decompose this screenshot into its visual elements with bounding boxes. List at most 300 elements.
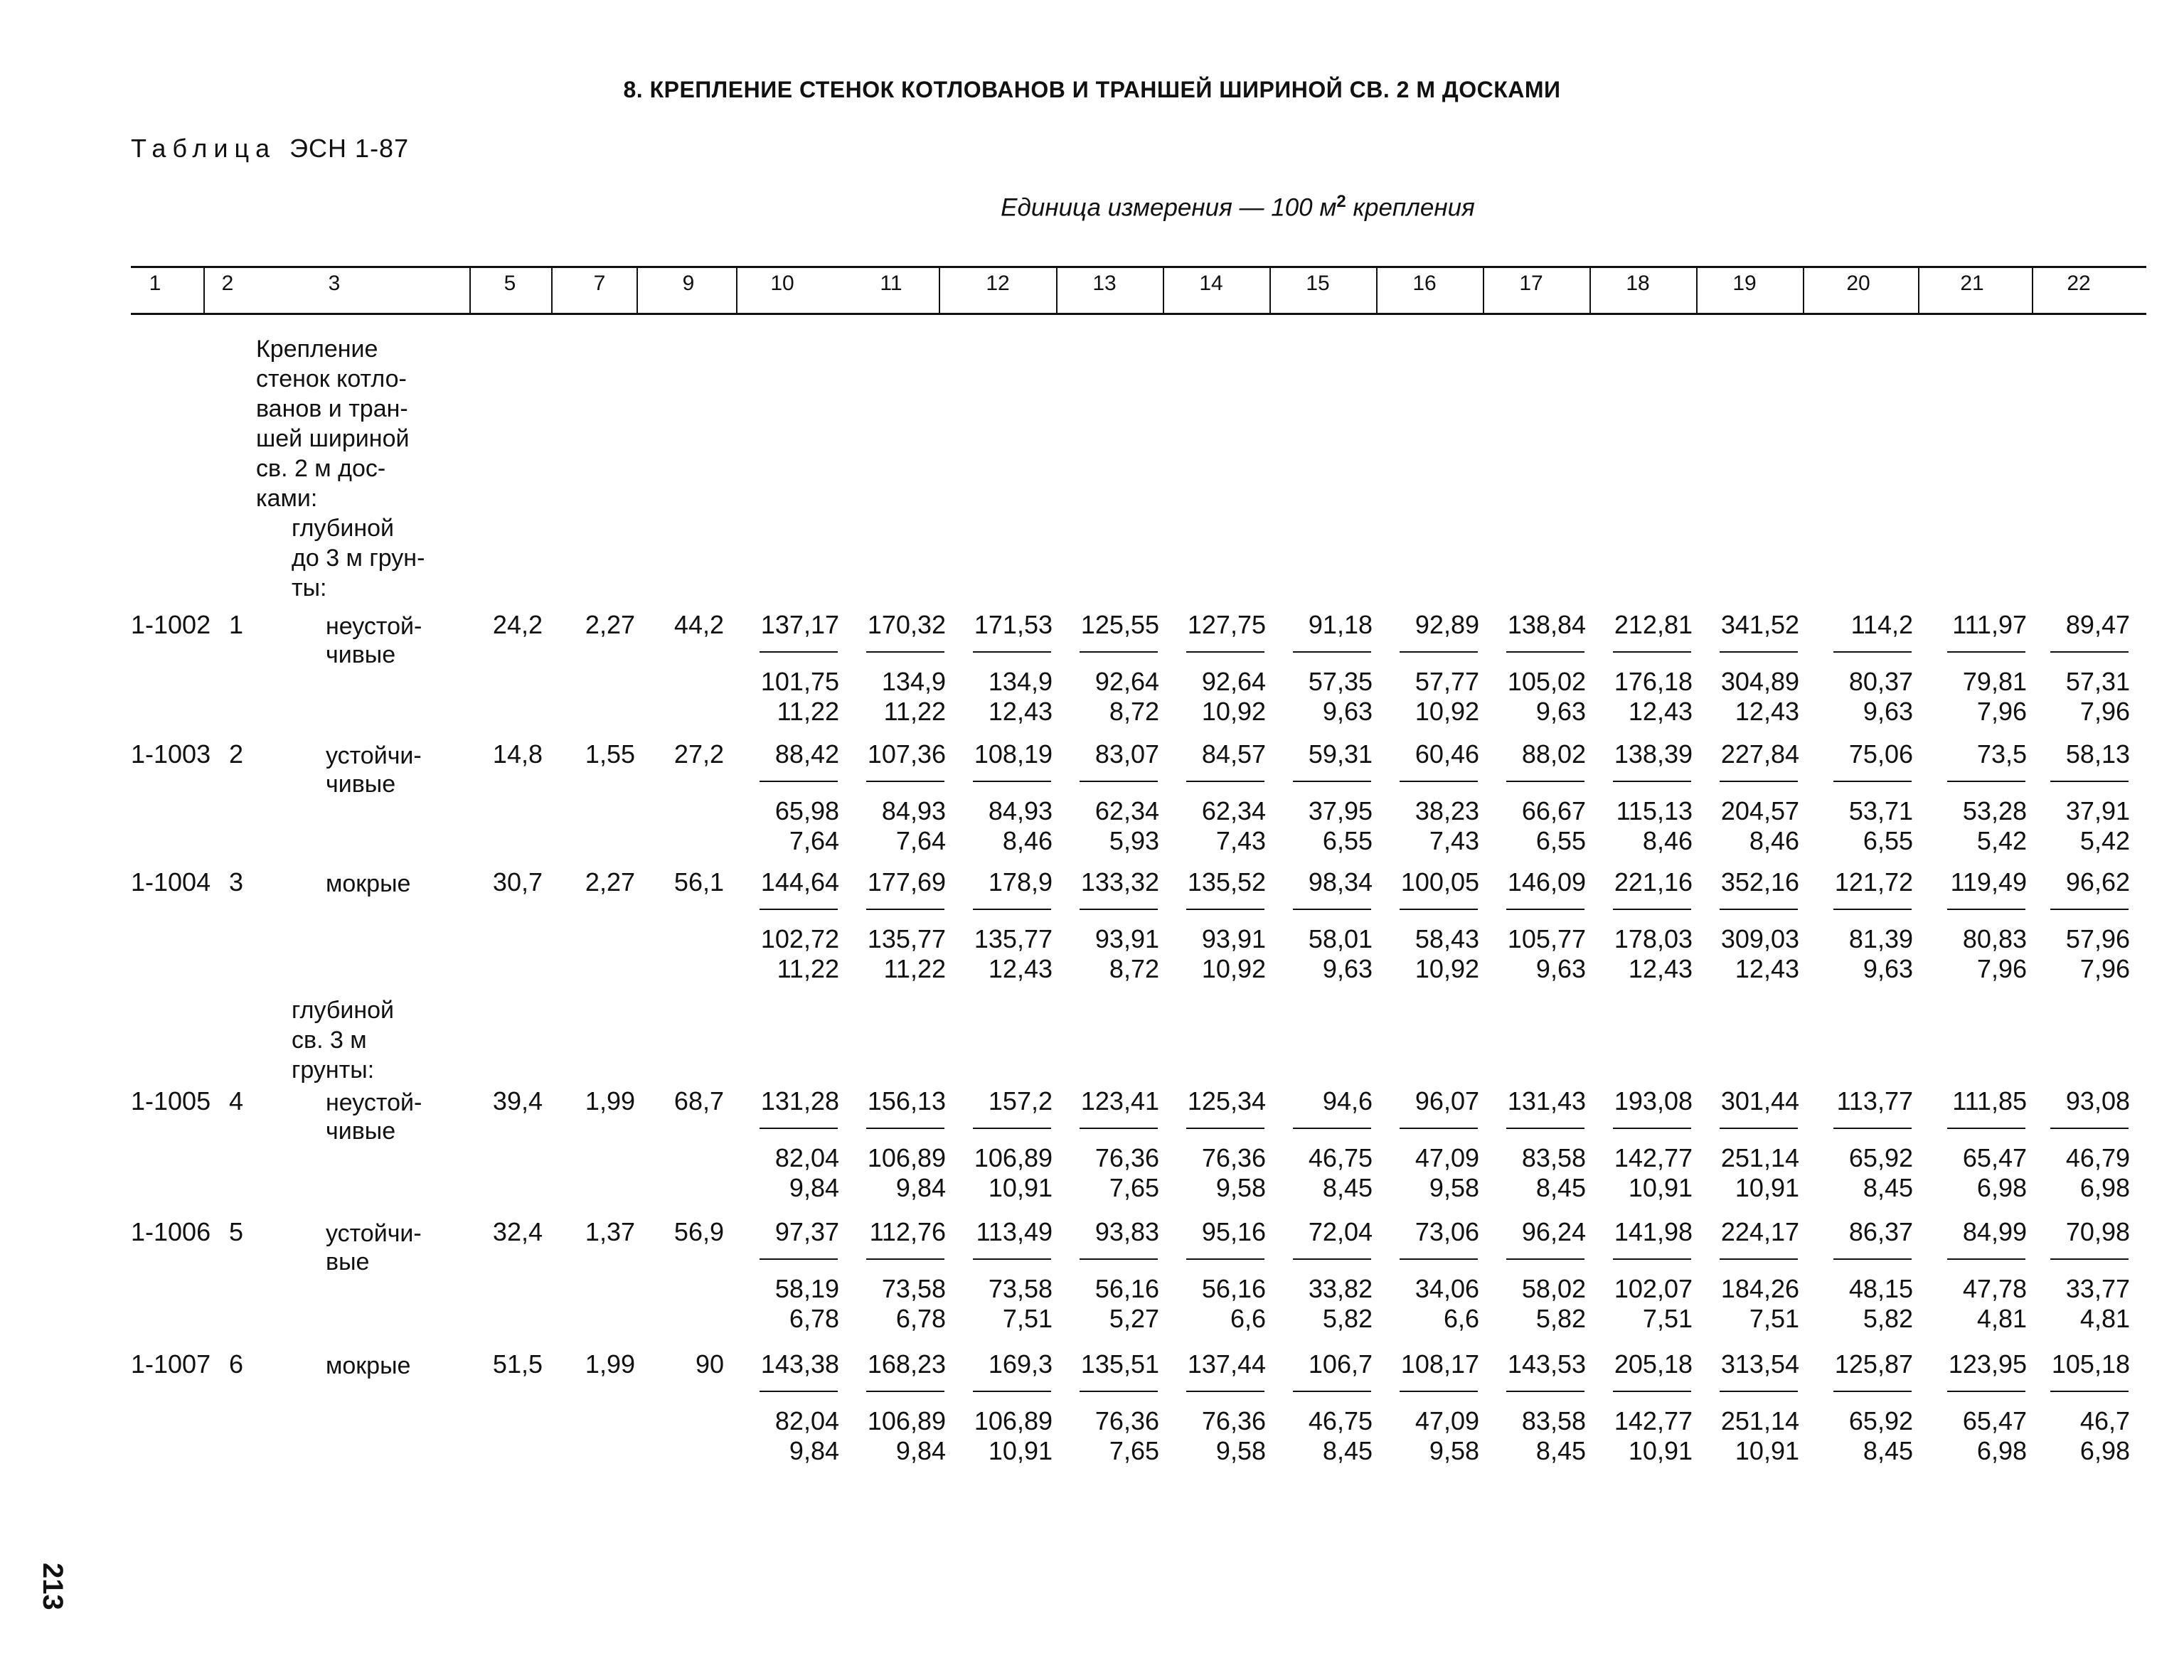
header-separator — [469, 266, 471, 313]
intro-line: шей шириной — [256, 425, 410, 452]
cell-machinists: 10,91 — [1735, 1173, 1799, 1202]
cell-wages: 53,71 — [1848, 796, 1913, 825]
cell-total: 178,9 — [988, 867, 1053, 897]
cell-c9: 56,9 — [673, 1217, 724, 1246]
fraction-rule — [1400, 909, 1478, 910]
cell-wages: 57,77 — [1415, 667, 1479, 696]
fraction-rule — [1947, 1258, 2025, 1260]
row-code: 1-1004 — [131, 867, 211, 897]
cell-machinists: 7,64 — [895, 826, 946, 855]
unit-sup: 2 — [1336, 192, 1346, 211]
cell-machinists: 6,6 — [1443, 1304, 1479, 1333]
cell-machinists: 6,6 — [1230, 1304, 1266, 1333]
cell-total: 96,24 — [1521, 1217, 1586, 1246]
cell-total: 86,37 — [1848, 1217, 1913, 1246]
cell-c7: 1,55 — [585, 739, 635, 769]
cell-total: 171,53 — [974, 610, 1053, 639]
cell-machinists: 11,22 — [777, 697, 839, 726]
cell-machinists: 7,43 — [1429, 826, 1479, 855]
fraction-rule — [1400, 781, 1478, 782]
header-separator — [1269, 266, 1271, 313]
row-number: 3 — [229, 867, 244, 897]
cell-wages: 106,89 — [867, 1406, 946, 1435]
header-col-1: 1 — [149, 272, 161, 295]
cell-wages: 101,75 — [760, 667, 839, 696]
cell-wages: 105,02 — [1507, 667, 1586, 696]
cell-machinists: 6,55 — [1863, 826, 1913, 855]
cell-wages: 106,89 — [974, 1406, 1053, 1435]
cell-total: 138,39 — [1614, 739, 1693, 769]
cell-wages: 204,57 — [1720, 796, 1799, 825]
row-description: мокрые — [326, 1352, 411, 1379]
header-col-5: 5 — [504, 272, 516, 295]
cell-c5: 24,2 — [492, 610, 543, 639]
cell-machinists: 7,51 — [1749, 1304, 1799, 1333]
cell-machinists: 7,64 — [789, 826, 839, 855]
cell-total: 114,2 — [1850, 610, 1913, 639]
table-code: ЭСН 1-87 — [289, 134, 410, 163]
cell-wages: 33,77 — [2065, 1274, 2130, 1303]
cell-machinists: 9,84 — [895, 1173, 946, 1202]
cell-total: 123,41 — [1080, 1086, 1159, 1115]
fraction-rule — [973, 1391, 1051, 1392]
row-code: 1-1005 — [131, 1086, 211, 1115]
fraction-rule — [1186, 781, 1264, 782]
fraction-rule — [1293, 909, 1371, 910]
cell-total: 143,53 — [1507, 1349, 1586, 1379]
cell-wages: 62,34 — [1201, 796, 1266, 825]
row-number: 2 — [229, 739, 244, 769]
cell-machinists: 7,65 — [1109, 1173, 1159, 1202]
cell-total: 341,52 — [1720, 610, 1799, 639]
cell-total: 83,07 — [1094, 739, 1159, 769]
intro-line: ванов и тран- — [256, 395, 408, 422]
group1-line: ты: — [292, 574, 327, 601]
cell-wages: 33,82 — [1308, 1274, 1373, 1303]
cell-machinists: 10,92 — [1201, 954, 1266, 983]
cell-total: 98,34 — [1308, 867, 1373, 897]
fraction-rule — [1400, 1391, 1478, 1392]
fraction-rule — [2050, 1258, 2129, 1260]
header-separator — [1803, 266, 1804, 313]
header-separator — [1696, 266, 1698, 313]
cell-wages: 76,36 — [1201, 1406, 1266, 1435]
cell-machinists: 7,96 — [2079, 954, 2130, 983]
cell-wages: 66,67 — [1521, 796, 1586, 825]
cell-machinists: 6,98 — [1976, 1173, 2027, 1202]
cell-machinists: 10,91 — [1628, 1173, 1693, 1202]
cell-wages: 184,26 — [1720, 1274, 1799, 1303]
cell-wages: 38,23 — [1415, 796, 1479, 825]
fraction-rule — [866, 651, 944, 653]
cell-wages: 47,09 — [1415, 1406, 1479, 1435]
cell-wages: 58,19 — [774, 1274, 839, 1303]
cell-machinists: 11,22 — [777, 954, 839, 983]
fraction-rule — [1400, 651, 1478, 653]
unit-of-measure — [0, 192, 2184, 223]
cell-total: 131,28 — [760, 1086, 839, 1115]
cell-wages: 65,47 — [1962, 1143, 2027, 1172]
header-col-18: 18 — [1626, 272, 1650, 295]
fraction-rule — [1186, 651, 1264, 653]
cell-total: 138,84 — [1507, 610, 1586, 639]
cell-machinists: 11,22 — [883, 697, 946, 726]
cell-total: 146,09 — [1507, 867, 1586, 897]
row-number: 5 — [229, 1217, 244, 1246]
section-title: 8. КРЕПЛЕНИЕ СТЕНОК КОТЛОВАНОВ И ТРАНШЕЙ ШИРИНОЙ СВ. 2 М ДОСКАМИ — [623, 77, 1561, 102]
cell-machinists: 12,43 — [1628, 697, 1693, 726]
cell-machinists: 6,78 — [789, 1304, 839, 1333]
header-separator — [939, 266, 940, 313]
fraction-rule — [1080, 1128, 1158, 1129]
fraction-rule — [760, 781, 838, 782]
cell-c5: 14,8 — [492, 739, 543, 769]
cell-machinists: 6,98 — [2079, 1436, 2130, 1465]
cell-total: 75,06 — [1848, 739, 1913, 769]
fraction-rule — [1720, 1128, 1798, 1129]
fraction-rule — [1186, 1391, 1264, 1392]
cell-wages: 178,03 — [1614, 924, 1693, 953]
row-description: чивые — [326, 1118, 396, 1145]
cell-c7: 1,99 — [585, 1086, 635, 1115]
fraction-rule — [1613, 909, 1691, 910]
cell-wages: 82,04 — [774, 1406, 839, 1435]
row-code: 1-1007 — [131, 1349, 211, 1379]
fraction-rule — [973, 1258, 1051, 1260]
cell-machinists: 9,58 — [1429, 1173, 1479, 1202]
fraction-rule — [1720, 781, 1798, 782]
cell-machinists: 4,81 — [2079, 1304, 2130, 1333]
cell-total: 96,07 — [1415, 1086, 1479, 1115]
cell-machinists: 9,58 — [1429, 1436, 1479, 1465]
cell-total: 133,32 — [1080, 867, 1159, 897]
cell-machinists: 8,45 — [1322, 1436, 1373, 1465]
cell-total: 105,18 — [2051, 1349, 2130, 1379]
cell-wages: 135,77 — [974, 924, 1053, 953]
cell-machinists: 6,55 — [1322, 826, 1373, 855]
header-col-13: 13 — [1092, 272, 1117, 295]
cell-machinists: 5,82 — [1322, 1304, 1373, 1333]
group1-line: до 3 м грун- — [292, 545, 425, 572]
row-number: 6 — [229, 1349, 244, 1379]
cell-wages: 92,64 — [1201, 667, 1266, 696]
fraction-rule — [1293, 1391, 1371, 1392]
cell-total: 156,13 — [867, 1086, 946, 1115]
cell-wages: 83,58 — [1521, 1406, 1586, 1435]
fraction-rule — [1506, 1391, 1584, 1392]
cell-machinists: 12,43 — [1735, 697, 1799, 726]
header-separator — [636, 266, 638, 313]
fraction-rule — [1833, 1258, 1912, 1260]
fraction-rule — [1293, 1128, 1371, 1129]
cell-wages: 46,7 — [2079, 1406, 2130, 1435]
cell-machinists: 7,51 — [1002, 1304, 1053, 1333]
cell-machinists: 8,45 — [1535, 1173, 1586, 1202]
cell-machinists: 8,46 — [1002, 826, 1053, 855]
cell-machinists: 8,72 — [1109, 954, 1159, 983]
cell-total: 169,3 — [988, 1349, 1053, 1379]
cell-wages: 92,64 — [1094, 667, 1159, 696]
cell-total: 97,37 — [774, 1217, 839, 1246]
cell-wages: 65,92 — [1848, 1406, 1913, 1435]
cell-total: 212,81 — [1614, 610, 1693, 639]
fraction-rule — [973, 781, 1051, 782]
cell-machinists: 12,43 — [988, 697, 1053, 726]
cell-machinists: 12,43 — [1628, 954, 1693, 983]
cell-total: 93,83 — [1094, 1217, 1159, 1246]
cell-machinists: 7,96 — [1976, 697, 2027, 726]
fraction-rule — [1947, 1391, 2025, 1392]
cell-machinists: 9,63 — [1535, 954, 1586, 983]
fraction-rule — [1506, 651, 1584, 653]
fraction-rule — [1506, 1128, 1584, 1129]
fraction-rule — [1400, 1258, 1478, 1260]
cell-machinists: 12,43 — [1735, 954, 1799, 983]
fraction-rule — [1613, 781, 1691, 782]
fraction-rule — [973, 651, 1051, 653]
cell-total: 221,16 — [1614, 867, 1693, 897]
cell-wages: 73,58 — [988, 1274, 1053, 1303]
fraction-rule — [2050, 651, 2129, 653]
cell-machinists: 4,81 — [1976, 1304, 2027, 1333]
header-col-11: 11 — [880, 272, 902, 295]
cell-wages: 93,91 — [1094, 924, 1159, 953]
cell-machinists: 9,63 — [1863, 697, 1913, 726]
cell-machinists: 10,92 — [1201, 697, 1266, 726]
cell-total: 91,18 — [1308, 610, 1373, 639]
cell-total: 193,08 — [1614, 1086, 1693, 1115]
header-separator — [1163, 266, 1164, 313]
header-separator — [1589, 266, 1591, 313]
cell-total: 112,76 — [869, 1217, 946, 1246]
cell-total: 135,51 — [1080, 1349, 1159, 1379]
cell-wages: 105,77 — [1507, 924, 1586, 953]
header-separator — [551, 266, 553, 313]
header-col-7: 7 — [593, 272, 606, 295]
cell-c5: 32,4 — [492, 1217, 543, 1246]
cell-machinists: 9,63 — [1322, 697, 1373, 726]
header-col-17: 17 — [1519, 272, 1543, 295]
cell-total: 119,49 — [1950, 867, 2027, 897]
cell-wages: 73,58 — [881, 1274, 946, 1303]
cell-wages: 80,83 — [1962, 924, 2027, 953]
header-separator — [2032, 266, 2033, 313]
cell-wages: 102,72 — [760, 924, 839, 953]
group2-line: грунты: — [292, 1056, 375, 1084]
cell-wages: 80,37 — [1848, 667, 1913, 696]
cell-total: 108,19 — [974, 739, 1053, 769]
header-col-14: 14 — [1199, 272, 1223, 295]
header-col-10: 10 — [770, 272, 794, 295]
cell-total: 92,89 — [1415, 610, 1479, 639]
cell-machinists: 6,55 — [1535, 826, 1586, 855]
cell-wages: 46,79 — [2065, 1143, 2130, 1172]
cell-wages: 251,14 — [1720, 1406, 1799, 1435]
fraction-rule — [760, 909, 838, 910]
cell-c9: 44,2 — [673, 610, 724, 639]
fraction-rule — [1720, 1391, 1798, 1392]
cell-total: 111,97 — [1952, 610, 2027, 639]
cell-c9: 90 — [695, 1349, 724, 1379]
cell-total: 135,52 — [1187, 867, 1266, 897]
cell-machinists: 5,82 — [1863, 1304, 1913, 1333]
cell-machinists: 10,91 — [988, 1173, 1053, 1202]
cell-wages: 82,04 — [774, 1143, 839, 1172]
cell-wages: 47,09 — [1415, 1143, 1479, 1172]
fraction-rule — [1947, 1128, 2025, 1129]
cell-total: 127,75 — [1187, 610, 1266, 639]
cell-total: 84,57 — [1201, 739, 1266, 769]
cell-wages: 81,39 — [1848, 924, 1913, 953]
cell-wages: 65,92 — [1848, 1143, 1913, 1172]
cell-total: 352,16 — [1720, 867, 1799, 897]
row-number: 4 — [229, 1086, 244, 1115]
cell-wages: 142,77 — [1614, 1143, 1693, 1172]
cell-machinists: 6,98 — [1976, 1436, 2027, 1465]
cell-wages: 65,47 — [1962, 1406, 2027, 1435]
cell-wages: 84,93 — [988, 796, 1053, 825]
cell-wages: 142,77 — [1614, 1406, 1693, 1435]
cell-total: 125,55 — [1080, 610, 1159, 639]
cell-wages: 47,78 — [1962, 1274, 2027, 1303]
header-separator — [1056, 266, 1058, 313]
cell-wages: 251,14 — [1720, 1143, 1799, 1172]
fraction-rule — [2050, 781, 2129, 782]
fraction-rule — [1400, 1128, 1478, 1129]
fraction-rule — [1613, 1258, 1691, 1260]
fraction-rule — [1506, 781, 1584, 782]
cell-wages: 76,36 — [1094, 1406, 1159, 1435]
cell-wages: 83,58 — [1521, 1143, 1586, 1172]
cell-machinists: 7,96 — [2079, 697, 2130, 726]
cell-total: 96,62 — [2065, 867, 2130, 897]
cell-wages: 58,02 — [1521, 1274, 1586, 1303]
cell-c9: 56,1 — [673, 867, 724, 897]
cell-machinists: 12,43 — [988, 954, 1053, 983]
cell-machinists: 7,43 — [1215, 826, 1266, 855]
table-label-word: Таблица — [131, 134, 277, 163]
cell-wages: 56,16 — [1201, 1274, 1266, 1303]
cell-wages: 309,03 — [1720, 924, 1799, 953]
cell-total: 106,7 — [1308, 1349, 1373, 1379]
fraction-rule — [1186, 909, 1264, 910]
cell-machinists: 9,63 — [1322, 954, 1373, 983]
fraction-rule — [1186, 1128, 1264, 1129]
cell-total: 168,23 — [867, 1349, 946, 1379]
cell-machinists: 10,91 — [988, 1436, 1053, 1465]
cell-total: 227,84 — [1720, 739, 1799, 769]
header-separator — [736, 266, 737, 313]
cell-total: 313,54 — [1720, 1349, 1799, 1379]
fraction-rule — [973, 909, 1051, 910]
header-col-22: 22 — [2067, 272, 2091, 295]
intro-line: св. 2 м дос- — [256, 455, 386, 482]
cell-wages: 37,91 — [2065, 796, 2130, 825]
cell-wages: 76,36 — [1201, 1143, 1266, 1172]
cell-machinists: 11,22 — [883, 954, 946, 983]
cell-machinists: 9,84 — [895, 1436, 946, 1465]
row-description: устойчи- — [326, 742, 422, 769]
cell-wages: 46,75 — [1308, 1143, 1373, 1172]
cell-machinists: 5,42 — [1976, 826, 2027, 855]
cell-total: 131,43 — [1507, 1086, 1586, 1115]
header-col-16: 16 — [1412, 272, 1437, 295]
cell-total: 59,31 — [1308, 739, 1373, 769]
fraction-rule — [1613, 651, 1691, 653]
cell-machinists: 10,91 — [1735, 1436, 1799, 1465]
header-col-21: 21 — [1960, 272, 1984, 295]
fraction-rule — [1080, 909, 1158, 910]
fraction-rule — [1720, 1258, 1798, 1260]
fraction-rule — [866, 781, 944, 782]
cell-total: 125,34 — [1187, 1086, 1266, 1115]
header-separator — [203, 266, 205, 313]
cell-machinists: 7,65 — [1109, 1436, 1159, 1465]
cell-c5: 51,5 — [492, 1349, 543, 1379]
header-bottom-rule — [131, 313, 2146, 315]
cell-total: 170,32 — [867, 610, 946, 639]
cell-total: 73,5 — [1976, 739, 2027, 769]
cell-machinists: 6,98 — [2079, 1173, 2130, 1202]
cell-wages: 57,35 — [1308, 667, 1373, 696]
fraction-rule — [973, 1128, 1051, 1129]
fraction-rule — [1833, 651, 1912, 653]
fraction-rule — [1506, 909, 1584, 910]
cell-total: 88,02 — [1521, 739, 1586, 769]
header-col-12: 12 — [986, 272, 1010, 295]
cell-total: 157,2 — [988, 1086, 1053, 1115]
cell-c7: 2,27 — [585, 610, 635, 639]
fraction-rule — [1080, 1391, 1158, 1392]
cell-c9: 27,2 — [673, 739, 724, 769]
header-col-20: 20 — [1846, 272, 1870, 295]
cell-machinists: 9,63 — [1863, 954, 1913, 983]
cell-total: 72,04 — [1308, 1217, 1373, 1246]
fraction-rule — [1833, 909, 1912, 910]
fraction-rule — [866, 1258, 944, 1260]
row-code: 1-1006 — [131, 1217, 211, 1246]
row-code: 1-1002 — [131, 610, 211, 639]
header-col-3: 3 — [328, 272, 341, 295]
cell-total: 58,13 — [2065, 739, 2130, 769]
fraction-rule — [2050, 1128, 2129, 1129]
cell-total: 301,44 — [1720, 1086, 1799, 1115]
fraction-rule — [2050, 909, 2129, 910]
cell-wages: 76,36 — [1094, 1143, 1159, 1172]
cell-wages: 34,06 — [1415, 1274, 1479, 1303]
cell-machinists: 8,46 — [1749, 826, 1799, 855]
fraction-rule — [760, 1128, 838, 1129]
cell-wages: 93,91 — [1201, 924, 1266, 953]
cell-total: 95,16 — [1201, 1217, 1266, 1246]
intro-line: ками: — [256, 485, 318, 512]
cell-total: 107,36 — [867, 739, 946, 769]
cell-machinists: 5,42 — [2079, 826, 2130, 855]
cell-machinists: 10,91 — [1628, 1436, 1693, 1465]
cell-machinists: 9,63 — [1535, 697, 1586, 726]
group2-line: глубиной — [292, 997, 395, 1024]
cell-wages: 58,43 — [1415, 924, 1479, 953]
cell-total: 108,17 — [1400, 1349, 1479, 1379]
cell-total: 70,98 — [2065, 1217, 2130, 1246]
cell-wages: 304,89 — [1720, 667, 1799, 696]
cell-machinists: 7,51 — [1642, 1304, 1693, 1333]
row-number: 1 — [229, 610, 244, 639]
cell-total: 177,69 — [867, 867, 946, 897]
cell-total: 93,08 — [2065, 1086, 2130, 1115]
fraction-rule — [1947, 651, 2025, 653]
cell-machinists: 8,45 — [1535, 1436, 1586, 1465]
